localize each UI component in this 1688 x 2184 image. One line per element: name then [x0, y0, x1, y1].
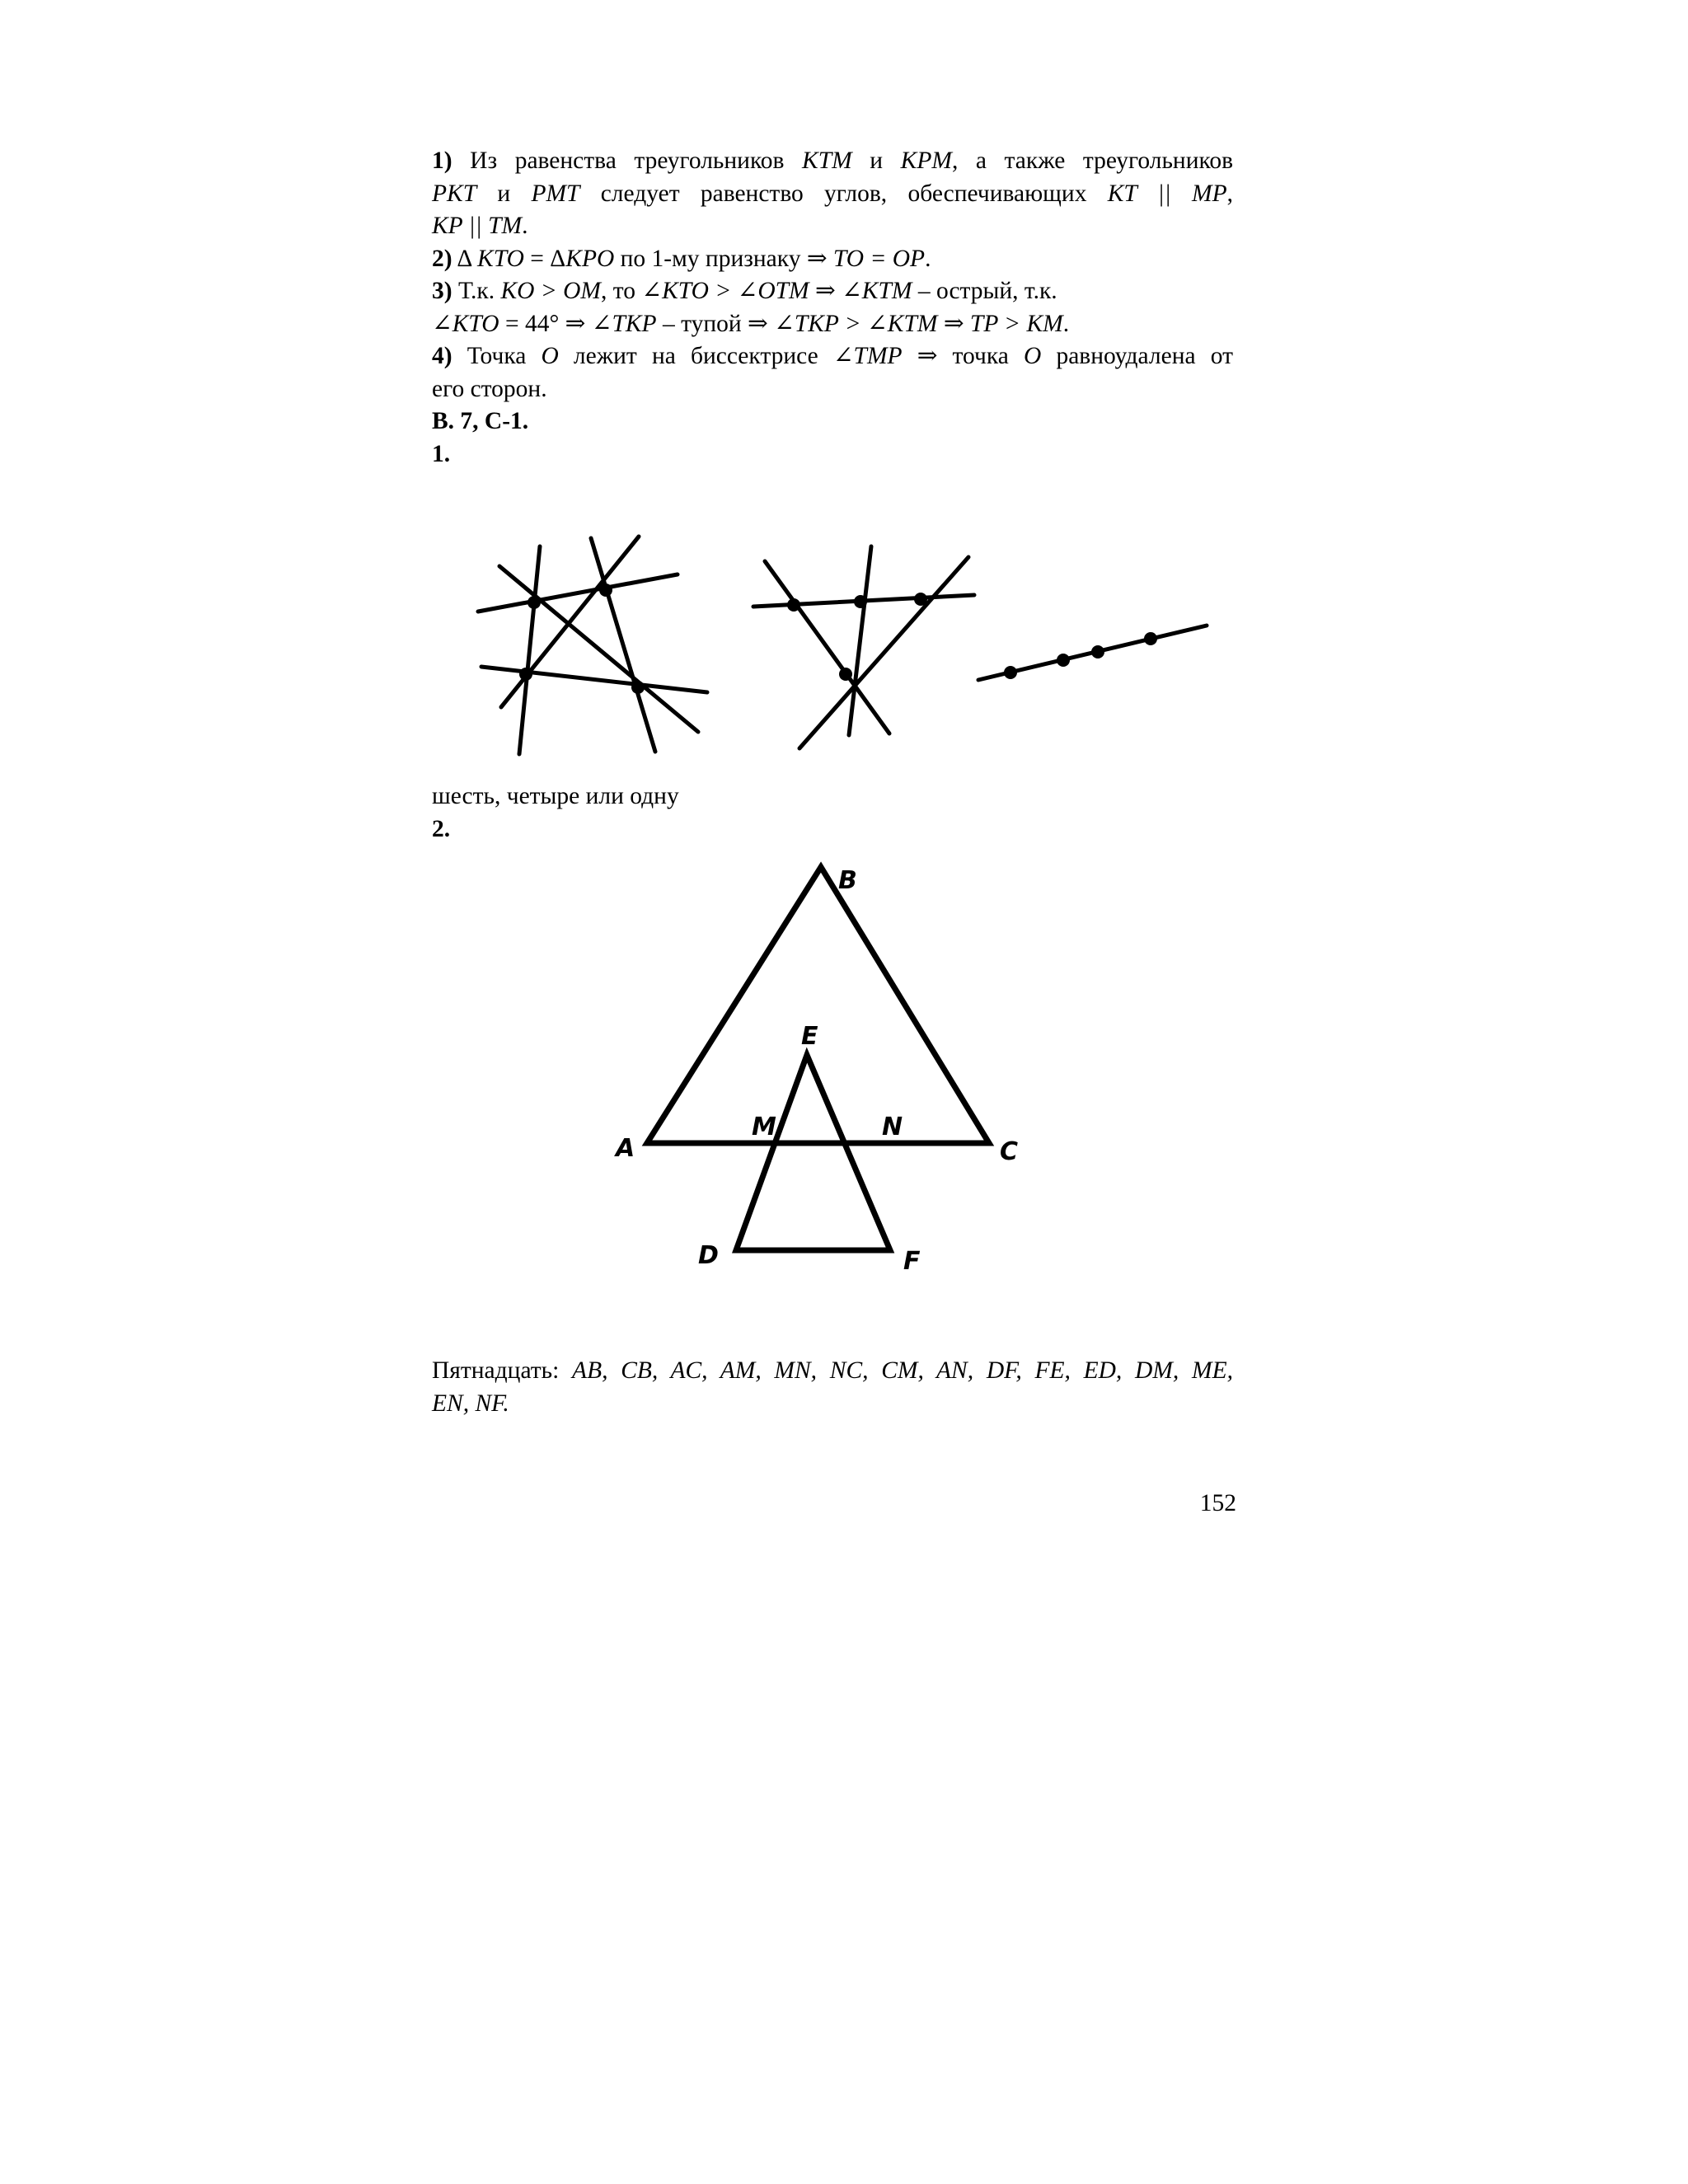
item-2-line-1: [432, 243, 1233, 276]
text: ⇒ точка: [902, 343, 1024, 369]
point: [1091, 645, 1104, 658]
task-2-answer-block: [432, 1355, 1233, 1420]
inequality: TP > KM: [969, 310, 1063, 337]
line: [799, 557, 968, 748]
page-number: 152: [1199, 1490, 1236, 1516]
angle-name: ∠KTM: [842, 278, 912, 304]
intersection-point: [519, 668, 532, 681]
text: ,: [1226, 180, 1233, 207]
text: и: [851, 148, 901, 174]
text: его сторон.: [432, 375, 547, 402]
task-number: 1.: [432, 440, 451, 467]
angle-name: ∠TKP: [591, 310, 657, 337]
text: ⇒: [809, 278, 842, 304]
intersection-point: [631, 681, 645, 694]
label-E: E: [801, 1022, 818, 1051]
variant-label: В. 7, С-1.: [432, 408, 529, 434]
item-1: [432, 145, 1233, 243]
triangle-DEF: [736, 1055, 890, 1250]
line: [478, 574, 678, 612]
angle-name: ∠TMP: [832, 343, 903, 369]
segment-list: AB, CB, AC, AM, MN, NC, CM, AN, DF, FE, ED, DM, ME,: [572, 1357, 1233, 1384]
point-name: O: [541, 343, 559, 369]
text: .: [522, 213, 528, 239]
item-4: [432, 340, 1233, 471]
triangle-name: KTM: [802, 148, 852, 174]
item-3: [432, 275, 1233, 340]
line: [591, 538, 655, 752]
text: по 1-му признаку ⇒: [614, 245, 833, 272]
parallel-statement: KP || TM: [432, 213, 523, 239]
label-N: N: [882, 1113, 903, 1141]
triangle-name: KPO: [565, 245, 615, 272]
task-2-answer-line-1: [432, 1355, 1233, 1388]
intersection-point: [599, 583, 612, 597]
inequality: KO > OM: [500, 278, 601, 304]
line: [765, 561, 889, 733]
item-number: 3): [432, 278, 452, 304]
point: [1057, 654, 1070, 667]
intersection-point: [839, 668, 852, 681]
text: = 44° ⇒: [499, 310, 592, 337]
item-1-line-1: [432, 145, 1233, 178]
triangle-name: PKT: [432, 180, 477, 207]
angle-name: ∠KTO: [432, 310, 499, 337]
inequality: ∠KTO > ∠OTM: [641, 278, 809, 304]
item-number: 1): [432, 148, 452, 174]
label-D: D: [698, 1241, 719, 1270]
label-B: B: [838, 866, 857, 895]
equation: TO = OP: [832, 245, 926, 272]
intersection-point: [528, 596, 541, 609]
text: Δ: [452, 245, 478, 272]
text: и: [476, 180, 532, 207]
text: , то: [601, 278, 642, 304]
item-number: 4): [432, 343, 452, 369]
task-number: 2.: [432, 815, 451, 842]
task-1-heading: [432, 438, 1233, 471]
item-number: 2): [432, 245, 452, 272]
text: Т.к.: [452, 278, 501, 304]
item-3-line-2: [432, 308, 1233, 341]
item-1-line-3: [432, 210, 1233, 243]
triangle-name: PMT: [531, 180, 580, 207]
item-4-line-1: [432, 340, 1233, 373]
item-4-line-2: [432, 373, 1233, 406]
point: [1004, 666, 1017, 679]
answer-prefix: Пятнадцать:: [432, 1357, 573, 1384]
segment-list: EN, NF.: [432, 1390, 509, 1417]
triangle-name: KPM: [900, 148, 952, 174]
text: лежит на биссектрисе: [558, 343, 833, 369]
label-F: F: [903, 1247, 921, 1276]
triangle-ABC: [647, 867, 989, 1143]
text: равноудалена от: [1041, 343, 1233, 369]
text: – тупой ⇒: [656, 310, 775, 337]
text: .: [1062, 310, 1070, 337]
text: ⇒: [937, 310, 970, 337]
task-1-answer-block: [432, 780, 1233, 846]
task-1-answer: [432, 780, 1233, 813]
line: [519, 546, 540, 754]
item-2: [432, 243, 1233, 276]
item-1-line-2: [432, 178, 1233, 211]
text: Из равенства треугольников: [470, 148, 803, 174]
label-M: M: [752, 1113, 776, 1141]
text: , а также треугольников: [951, 148, 1233, 174]
point: [1144, 632, 1157, 645]
text: .: [925, 245, 931, 272]
text: Точка: [452, 343, 542, 369]
intersection-point: [787, 598, 800, 612]
variant-heading: [432, 405, 1233, 438]
text: = Δ: [523, 245, 566, 272]
point-name: O: [1024, 343, 1042, 369]
label-A: A: [616, 1134, 635, 1163]
figure-lines: [432, 499, 1223, 771]
figure-triangles: [606, 849, 1034, 1286]
inequality: ∠TKP > ∠KTM: [774, 310, 938, 337]
triangle-name: KTO: [477, 245, 524, 272]
intersection-point: [854, 595, 867, 608]
item-3-line-1: [432, 275, 1233, 308]
text: – острый, т.к.: [912, 278, 1057, 304]
answer-text: шесть, четыре или одну: [432, 783, 679, 809]
task-2-answer-line-2: [432, 1388, 1233, 1421]
intersection-point: [914, 593, 927, 606]
task-2-heading: [432, 813, 1233, 846]
parallel-statement: KT || MP: [1107, 180, 1227, 207]
text: следует равенство углов, обеспечивающих: [579, 180, 1108, 207]
label-C: C: [1000, 1137, 1019, 1166]
